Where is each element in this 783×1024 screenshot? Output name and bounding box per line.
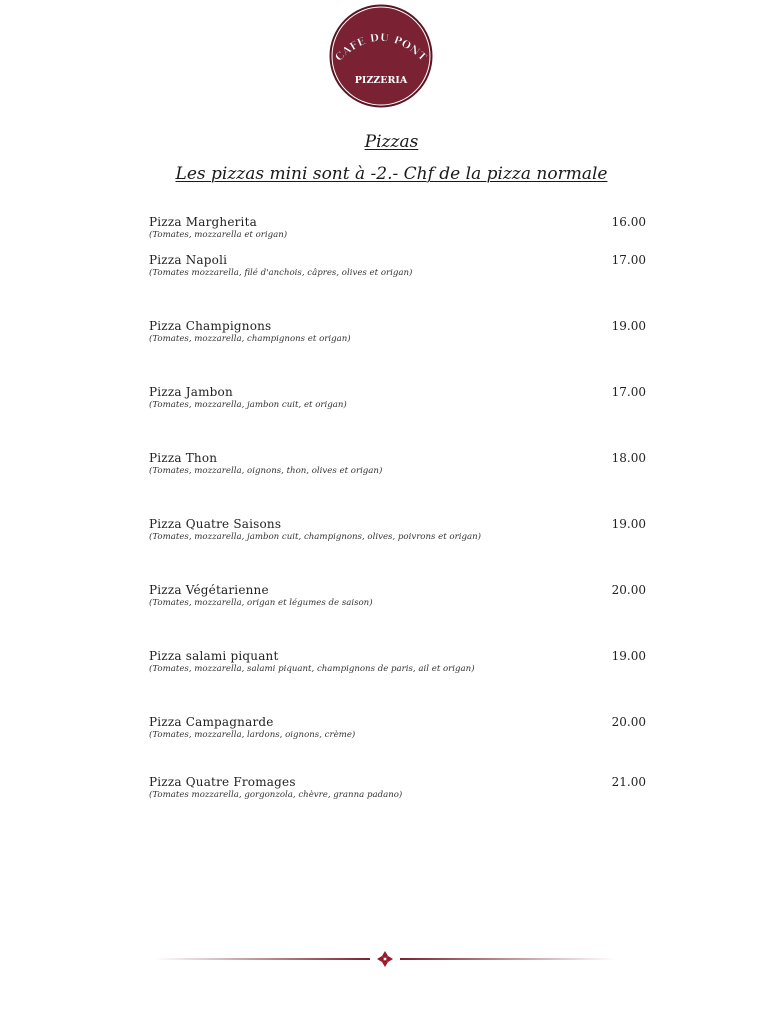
item-price: 18.00 [611,451,646,465]
item-price: 19.00 [611,319,646,333]
item-price: 17.00 [611,385,646,399]
item-price: 17.00 [611,253,646,267]
item-description: (Tomates mozzarella, gorgonzola, chèvre, granna padano) [149,790,403,800]
cafe-du-pont-logo [328,3,434,109]
item-name: Pizza Campagnarde [149,715,274,729]
item-name: Pizza Quatre Fromages [149,775,296,789]
item-name: Pizza Champignons [149,319,272,333]
menu-title: Pizzas [364,132,419,152]
item-description: (Tomates, mozzarella et origan) [149,230,288,240]
item-name: Pizza Végétarienne [149,583,269,597]
fleur-icon [377,951,393,967]
divider-ornament [155,948,615,970]
item-name: Pizza Napoli [149,253,228,267]
item-price: 16.00 [611,215,646,229]
item-price: 20.00 [611,583,646,597]
logo-bottom-text: PIZZERIA [354,75,408,86]
item-description: (Tomates mozzarella, filé d'anchois, câpres, olives et origan) [149,268,413,278]
item-description: (Tomates, mozzarella, oignons, thon, olives et origan) [149,466,383,476]
item-description: (Tomates, mozzarella, jambon cuit, champignons, olives, poivrons et origan) [149,532,481,542]
item-description: (Tomates, mozzarella, champignons et origan) [149,334,351,344]
item-description: (Tomates, mozzarella, lardons, oignons, crème) [149,730,356,740]
item-price: 19.00 [611,517,646,531]
item-description: (Tomates, mozzarella, jambon cuit, et origan) [149,400,347,410]
item-price: 20.00 [611,715,646,729]
item-description: (Tomates, mozzarella, salami piquant, champignons de paris, ail et origan) [149,664,475,674]
item-name: Pizza Margherita [149,215,257,229]
item-price: 19.00 [611,649,646,663]
logo-top-text: CAFE DU PONT [333,31,429,64]
menu-subtitle: Les pizzas mini sont à -2.- Chf de la pizza normale [175,164,608,184]
item-price: 21.00 [611,775,646,789]
item-name: Pizza Thon [149,451,218,465]
item-name: Pizza salami piquant [149,649,279,663]
item-name: Pizza Quatre Saisons [149,517,282,531]
item-name: Pizza Jambon [149,385,233,399]
item-description: (Tomates, mozzarella, origan et légumes de saison) [149,598,373,608]
